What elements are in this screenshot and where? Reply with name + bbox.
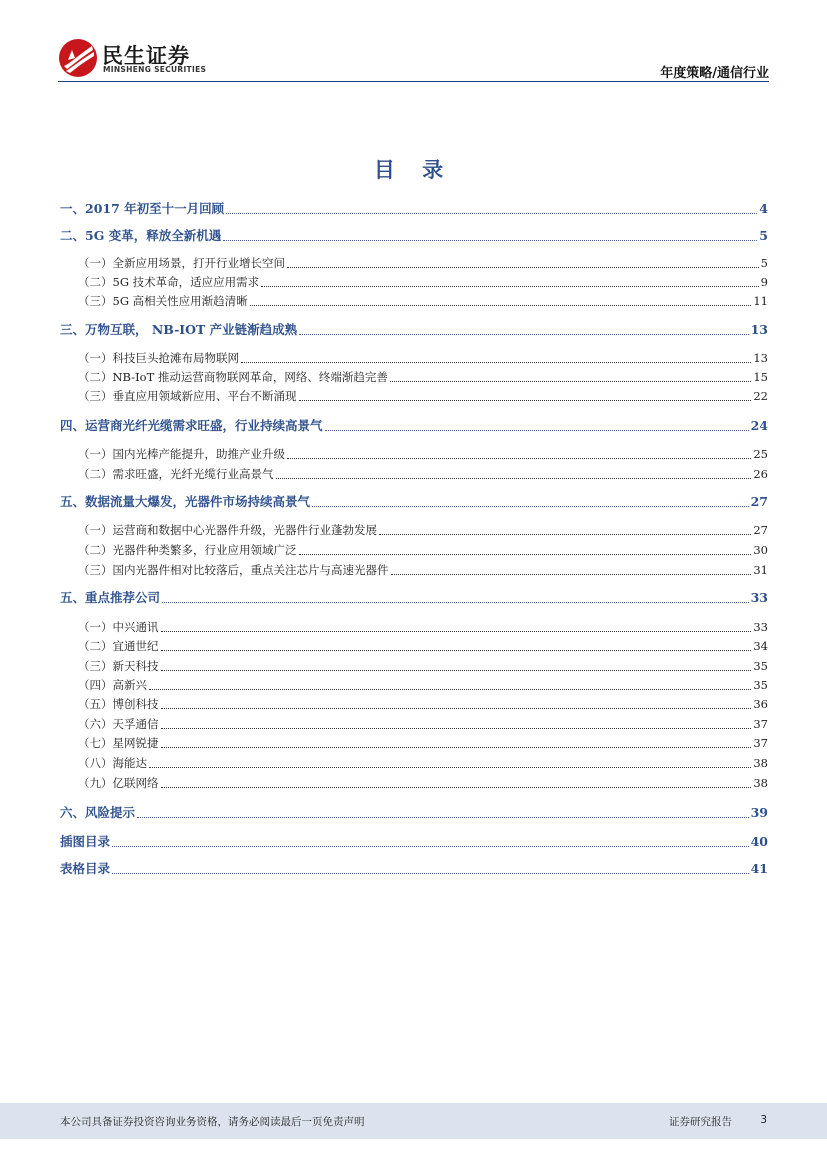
toc-dot-leader [161, 728, 752, 729]
toc-entry[interactable] [60, 775, 768, 791]
toc-dot-leader [161, 670, 752, 671]
toc-entry-title: 五、重点推荐公司 [60, 590, 161, 605]
toc-dot-leader [287, 458, 751, 459]
toc-entry-page: 5 [760, 256, 768, 270]
toc-entry[interactable] [60, 293, 768, 309]
toc-entry-page: 27 [753, 523, 768, 537]
toc-entry-page: 38 [753, 756, 768, 770]
toc-entry-title: （二）宜通世纪 [78, 639, 159, 653]
toc-dot-leader [241, 362, 751, 363]
toc-entry[interactable] [60, 834, 768, 850]
minsheng-logo-icon [58, 38, 98, 78]
toc-dot-leader [299, 400, 752, 401]
toc-entry-title: （三）垂直应用领域新应用、平台不断涌现 [78, 389, 297, 403]
toc-dot-leader [312, 506, 749, 507]
toc-dot-leader [379, 534, 751, 535]
toc-entry-page: 9 [760, 275, 768, 289]
footer-page-number: 3 [760, 1114, 767, 1126]
toc-entry-title: （二）5G 技术革命，适应应用需求 [78, 275, 260, 289]
toc-entry-title: （一）运营商和数据中心光器件升级，光器件行业蓬勃发展 [78, 523, 377, 537]
toc-entry-title: 一、2017 年初至十一月回顾 [60, 201, 225, 216]
toc-entry[interactable] [60, 494, 768, 510]
toc-dot-leader [162, 602, 749, 603]
toc-entry-title: 插图目录 [60, 834, 111, 849]
toc-entry[interactable] [60, 696, 768, 712]
logo-chinese-name: 民生证券 [102, 44, 190, 68]
toc-entry-page: 41 [750, 861, 768, 876]
toc-entry-page: 36 [753, 697, 768, 711]
toc-entry-title: （一）中兴通讯 [78, 620, 159, 634]
toc-dot-leader [261, 286, 759, 287]
toc-entry-title: 二、5G 变革，释放全新机遇 [60, 228, 222, 243]
toc-dot-leader [112, 846, 749, 847]
toc-entry-page: 35 [753, 659, 768, 673]
toc-entry-title: （九）亿联网络 [78, 776, 159, 790]
toc-entry-title: （六）天孚通信 [78, 717, 159, 731]
toc-dot-leader [137, 817, 749, 818]
toc-entry[interactable] [60, 590, 768, 606]
toc-dot-leader [161, 747, 752, 748]
toc-dot-leader [287, 267, 759, 268]
toc-dot-leader [390, 381, 751, 382]
toc-entry[interactable] [60, 805, 768, 821]
toc-dot-leader [161, 631, 752, 632]
toc-dot-leader [161, 787, 752, 788]
toc-entry-title: 五、数据流量大爆发，光器件市场持续高景气 [60, 494, 311, 509]
toc-entry-title: （七）星网锐捷 [78, 736, 159, 750]
toc-entry[interactable] [60, 388, 768, 404]
toc-entry-page: 5 [759, 228, 768, 243]
toc-entry[interactable] [60, 466, 768, 482]
toc-dot-leader [149, 689, 751, 690]
toc-entry-page: 4 [759, 201, 768, 216]
toc-entry-title: （一）国内光棒产能提升，助推产业升级 [78, 447, 285, 461]
toc-entry[interactable] [60, 658, 768, 674]
toc-dot-leader [325, 430, 749, 431]
toc-entry-title: （二）光器件种类繁多，行业应用领域广泛 [78, 543, 297, 557]
footer-doc-type: 证券研究报告 [669, 1116, 732, 1128]
toc-entry-title: （四）高新兴 [78, 678, 147, 692]
toc-entry-page: 30 [753, 543, 768, 557]
toc-entry[interactable] [60, 542, 768, 558]
toc-entry[interactable] [60, 446, 768, 462]
toc-entry-page: 37 [753, 736, 768, 750]
toc-dot-leader [299, 554, 752, 555]
toc-entry-page: 34 [753, 639, 768, 653]
page-footer [0, 1103, 827, 1139]
report-category: 年度策略/通信行业 [660, 66, 769, 81]
toc-entry-page: 40 [750, 834, 768, 849]
toc-entry-page: 33 [753, 620, 768, 634]
toc-entry-page: 35 [753, 678, 768, 692]
toc-entry-page: 27 [750, 494, 768, 509]
toc-entry-title: （八）海能达 [78, 756, 147, 770]
toc-entry[interactable] [60, 619, 768, 635]
toc-entry[interactable] [60, 677, 768, 693]
toc-entry[interactable] [60, 274, 768, 290]
toc-dot-leader [391, 574, 752, 575]
toc-entry-page: 39 [750, 805, 768, 820]
toc-dot-leader [161, 650, 752, 651]
toc-entry-page: 25 [753, 447, 768, 461]
toc-entry-title: （二）需求旺盛，光纤光缆行业高景气 [78, 467, 274, 481]
toc-entry[interactable] [60, 255, 768, 271]
toc-entry-page: 13 [753, 351, 768, 365]
toc-entry[interactable] [60, 562, 768, 578]
toc-entry[interactable] [60, 755, 768, 771]
toc-entry-page: 37 [753, 717, 768, 731]
toc-entry-title: （二）NB-IoT 推动运营商物联网革命，网络、终端渐趋完善 [78, 370, 388, 384]
logo-english-name: MINSHENG SECURITIES [103, 65, 207, 74]
toc-entry[interactable] [60, 350, 768, 366]
toc-entry-page: 15 [753, 370, 768, 384]
toc-entry-title: （三）5G 高相关性应用渐趋清晰 [78, 294, 248, 308]
toc-entry-title: 表格目录 [60, 861, 111, 876]
toc-dot-leader [223, 240, 757, 241]
minsheng-logo [58, 38, 218, 78]
toc-entry[interactable] [60, 638, 768, 654]
toc-entry[interactable] [60, 322, 768, 338]
toc-dot-leader [161, 708, 752, 709]
toc-entry-page: 11 [753, 294, 768, 308]
toc-dot-leader [226, 213, 757, 214]
toc-entry-page: 24 [750, 418, 768, 433]
toc-entry-title: （三）国内光器件相对比较落后，重点关注芯片与高速光器件 [78, 563, 389, 577]
toc-entry-page: 13 [750, 322, 768, 337]
footer-disclaimer: 本公司具备证券投资咨询业务资格，请务必阅读最后一页免责声明 [60, 1116, 365, 1128]
toc-entry-page: 33 [750, 590, 768, 605]
toc-title: 目 录 [373, 158, 454, 182]
toc-entry-page: 26 [753, 467, 768, 481]
toc-entry[interactable] [60, 369, 768, 385]
page-header [0, 0, 827, 90]
toc-dot-leader [299, 334, 748, 335]
toc-entry-title: （三）新天科技 [78, 659, 159, 673]
toc-entry[interactable] [60, 228, 768, 244]
toc-entry-title: （一）全新应用场景，打开行业增长空间 [78, 256, 285, 270]
toc-entry-page: 38 [753, 776, 768, 790]
toc-entry-title: 六、风险提示 [60, 805, 136, 820]
toc-entry[interactable] [60, 201, 768, 217]
toc-entry[interactable] [60, 735, 768, 751]
toc-dot-leader [276, 478, 752, 479]
toc-dot-leader [149, 767, 751, 768]
toc-entry-title: 四、运营商光纤光缆需求旺盛，行业持续高景气 [60, 418, 323, 433]
toc-entry[interactable] [60, 716, 768, 732]
toc-entry-title: （五）博创科技 [78, 697, 159, 711]
toc-entry-page: 22 [753, 389, 768, 403]
toc-entry-title: （一）科技巨头抢滩布局物联网 [78, 351, 239, 365]
toc-entry[interactable] [60, 418, 768, 434]
toc-entry-title: 三、万物互联， NB-IOT 产业链渐趋成熟 [60, 322, 298, 337]
header-divider [58, 81, 769, 82]
toc-dot-leader [250, 305, 752, 306]
toc-entry[interactable] [60, 522, 768, 538]
toc-entry[interactable] [60, 861, 768, 877]
toc-dot-leader [112, 873, 749, 874]
toc-entry-page: 31 [753, 563, 768, 577]
